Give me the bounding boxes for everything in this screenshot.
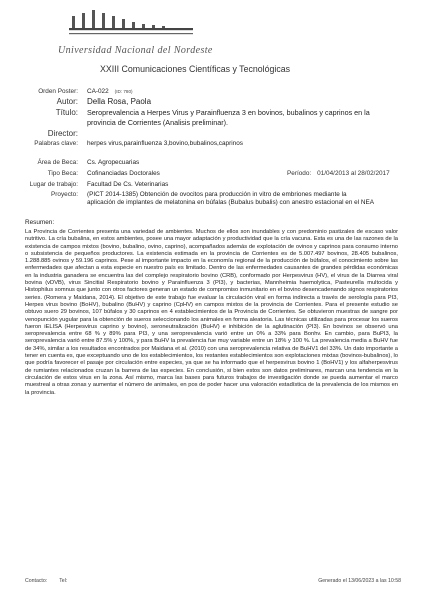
poster-id: (ID: 780) xyxy=(114,89,133,94)
director-label: Director: xyxy=(47,129,78,138)
area-beca-label: Área de Beca: xyxy=(37,159,78,166)
generated-timestamp: Generado el 13/06/2023 a las 10:58 xyxy=(318,578,401,584)
palabras-clave-value: herpes virus,parainfluenza 3,bovino,bubalinos,caprinos xyxy=(87,140,243,147)
periodo-label: Período: xyxy=(287,170,312,177)
tipo-beca-label: Tipo Beca: xyxy=(47,170,78,177)
resumen-label: Resumen: xyxy=(25,219,55,226)
contacto xyxy=(25,578,67,584)
contacto-label: Contacto: xyxy=(25,578,48,584)
titulo-value: Seroprevalencia a Herpes Virus y Parainfluenza 3 en bovinos, bubalinos y caprinos en la provincia de Corrientes (Analisis preliminar). xyxy=(87,108,370,127)
contacto-value: Tel: xyxy=(59,578,68,584)
lugar-trabajo-value: Facultad De Cs. Veterinarias xyxy=(87,181,169,188)
proyecto-label: Proyecto: xyxy=(51,191,78,198)
orden-poster-value xyxy=(87,88,133,95)
titulo-label: Título: xyxy=(55,108,78,117)
resumen-text: La Provincia de Corrientes presenta una variedad de ambientes. Muchos de ellos son inundables y con predominio pastizales de escaso valor nutritivo. La cría bubalina, en estos ambientes, posee una mayor adaptación y productividad que la cría vacuna. Esta es una de las razones de la existencia de campos mixtos (bovino, bubalino, ovino, caprino), acompañados además de explotación de ovinos y caprinos para consumo interno o subsistencia de pequeños productores. La existencia estimada en la provincia de Corrientes es de 5.007.497 bovinos, 28.405 bubalinos, 1.288.885 ovinos y 59.196 caprinos. Pese al importante impacto en la economía regional de la producción de búfalos, el conocimiento sobre las enfermedades que afectan a esta especie en nuestro país es limitado. Dentro de las enfermedades causantes de grandes pérdidas económicas en la industria ganadera se encuentra las del complejo respiratorio bovino (CRB), conformado por Herpesvirus (HV), el virus de la Diarrea viral bovina (vDVB), virus Sincitial Respiratorio bovino y Parainfluenza 3 (PI3), y bacterias, Mannheimia haemolytica, Pasteurella multocida y Histophilus somnus que junto con otros factores generan un estado de compromiso inmunitario en el bovino desencadenando signos respiratorios series. (Romera y Maidana, 2014). El objetivo de este trabajo fue evaluar la circulación viral en forma indirecta a través de serología para PI3, Herpes virus bovino (BoHV), bubalino (BuHV) y caprino (CpHV) en campos mixtos de la provincia de Corrientes. Para el presente estudio se obtuvo suero 29 bovinos, 107 búfalos y 30 caprinos en 4 establecimientos de la Provincia de Corrientes. Se obtuvieron muestras de sangre por venopunción yugular para la obtención de sueros seleccionando los animales en forma aleatoria. Las técnicas utilizadas para procesar los sueros fueron iELISA (Herpesvirus caprino y bovino), seroneutralización (BuHV) e inhibición de la aglutinación (PI3). En bovinos se observó una seroprevalencia entre 68 % y 89% para PI3, y una seroprevalencia varió entre un 0% a 33% para Bonhv. En cambio, para BuPI3, la seroprevalencia varió entre 87.5% y 100%, y para BuHV la prevalencia fue muy variable entre un 18% y 100 %. La prevalencia media a BuHV fue de 34%, similar a los resultados encontrados por Maidana et al. (2010) con una seroprevalencia relativa de BuHV1 del 33%. Un dato importante a tener en cuenta es, que exceptuando uno de los establecimientos, los restantes establecimientos son explotaciones mixtas (bovinos-bubalinos), lo que podría favorecer el pasaje por circulación entre especies, ya que se ha informado que el herpesvirus bovino 1 (BoHV1) y los alfaherpesvirus de rumiantes relacionados cruzan la barrera de las especies. En conclusión, si bien estos son datos preliminares, marcan una tendencia en la circulación de estos virus en la zona. Así mismo, marca las bases para futuros trabajos de investigación donde se pueda aumentar el marco muestreal a otras zonas y aumentar el número de animales, en pos de poder hacer una valoración estadística de la prevalencia de los mismos en la provincia. xyxy=(25,229,399,396)
periodo-value: 01/04/2013 al 28/02/2017 xyxy=(317,170,390,177)
conference-title: XXIII Comunicaciones Científicas y Tecnológicas xyxy=(100,64,291,74)
lugar-trabajo-label: Lugar de trabajo: xyxy=(29,181,78,188)
orden-poster-code: CA-022 xyxy=(87,88,109,95)
autor-value: Della Rosa, Paola xyxy=(87,97,152,106)
periodo xyxy=(287,170,390,177)
logo-mark-icon xyxy=(62,10,202,46)
university-name: Universidad Nacional del Nordeste xyxy=(58,45,213,56)
palabras-clave-label: Palabras clave: xyxy=(34,140,78,147)
autor-label: Autor: xyxy=(56,97,78,106)
area-beca-value: Cs. Agropecuarias xyxy=(87,159,140,166)
proyecto-value: (PICT 2014-1385) Obtención de ovocitos para producción in vitro de embriones mediante la aplicación de implantes de melatonina en búfalas (Bubalus bubalis) con anestro estacional en el NEA xyxy=(87,191,375,207)
orden-poster-label: Orden Poster: xyxy=(38,88,78,95)
tipo-beca-value: Cofinanciadas Doctorales xyxy=(87,170,160,177)
